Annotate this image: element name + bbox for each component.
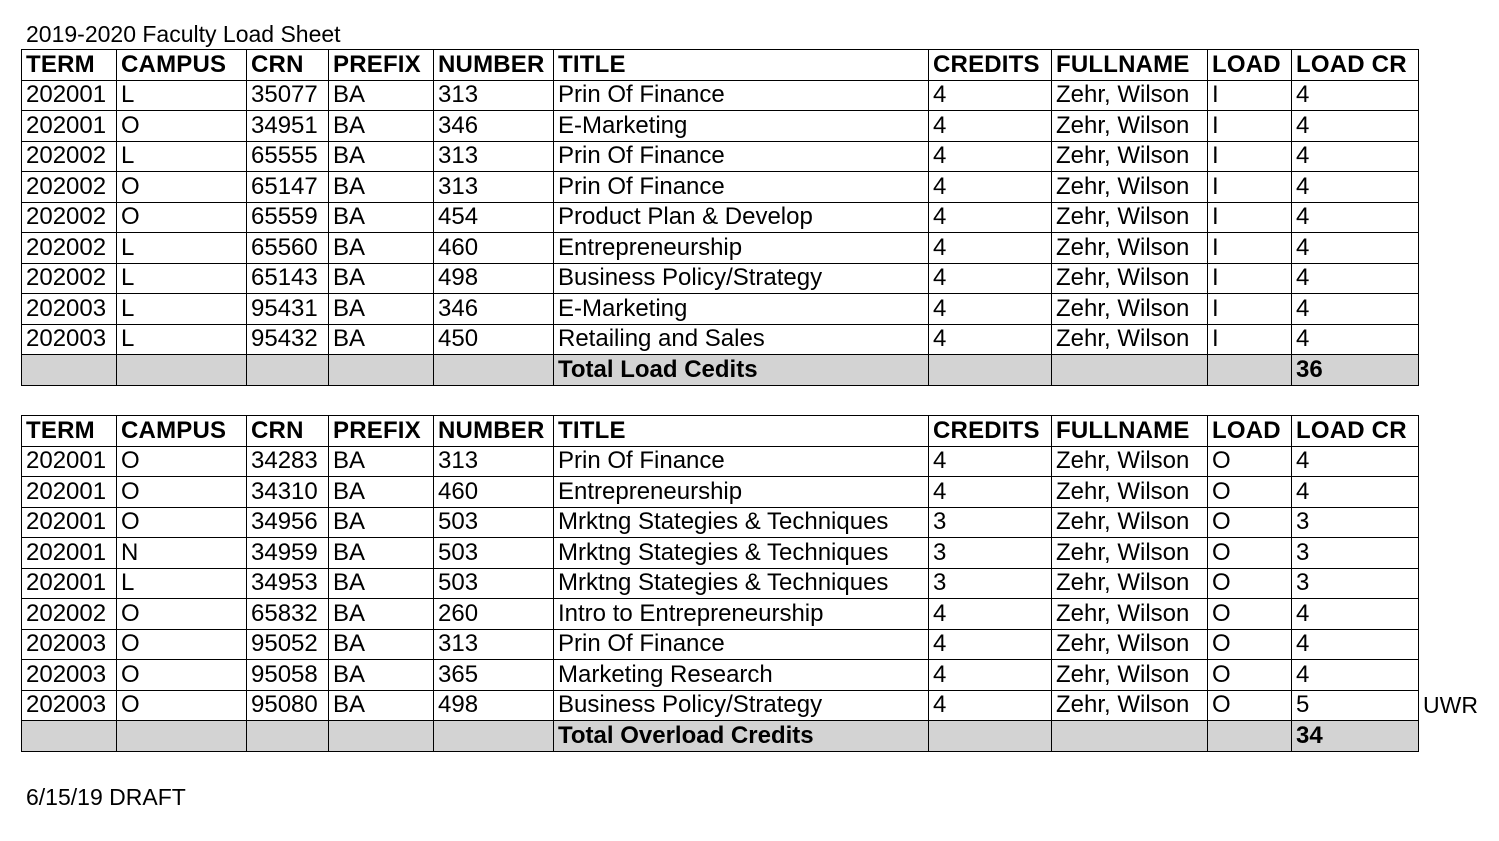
cell-campus: O [117,111,247,142]
cell-term: 202001 [22,477,117,508]
cell-prefix: BA [329,690,434,721]
cell-load: I [1208,141,1292,172]
cell-title: Business Policy/Strategy [554,263,929,294]
cell-load-cr: 4 [1292,294,1419,325]
cell-prefix: BA [329,141,434,172]
cell-term: 202003 [22,629,117,660]
cell-load-cr: 4 [1292,111,1419,142]
cell-campus: O [117,690,247,721]
cell-load-cr: 3 [1292,538,1419,569]
cell-term: 202003 [22,324,117,355]
cell-credits: 3 [929,538,1052,569]
column-header-term: TERM [22,50,117,81]
cell-crn: 95432 [247,324,329,355]
cell-credits: 4 [929,141,1052,172]
column-header-campus: CAMPUS [117,50,247,81]
cell-prefix: BA [329,477,434,508]
cell-fullname: Zehr, Wilson [1052,690,1208,721]
table-row [22,629,1419,660]
cell-title: Mrktng Stategies & Techniques [554,507,929,538]
cell-term: 202001 [22,446,117,477]
cell-crn: 65555 [247,141,329,172]
cell-term: 202002 [22,233,117,264]
cell-load-cr: 4 [1292,172,1419,203]
cell-fullname: Zehr, Wilson [1052,141,1208,172]
cell-fullname: Zehr, Wilson [1052,202,1208,233]
cell-credits: 4 [929,446,1052,477]
column-header-credits: CREDITS [929,416,1052,447]
cell-load: O [1208,538,1292,569]
total-empty-cell [329,721,434,752]
cell-fullname: Zehr, Wilson [1052,324,1208,355]
cell-load-cr: 4 [1292,629,1419,660]
cell-prefix: BA [329,324,434,355]
overload-table-body [22,416,1419,752]
cell-credits: 4 [929,477,1052,508]
table-row [22,172,1419,203]
cell-campus: L [117,233,247,264]
cell-crn: 95431 [247,294,329,325]
cell-campus: L [117,80,247,111]
total-empty-cell [1052,721,1208,752]
cell-title: Intro to Entrepreneurship [554,599,929,630]
cell-term: 202003 [22,294,117,325]
cell-load-cr: 4 [1292,141,1419,172]
cell-prefix: BA [329,263,434,294]
cell-credits: 4 [929,324,1052,355]
cell-load: I [1208,80,1292,111]
cell-fullname: Zehr, Wilson [1052,629,1208,660]
cell-number: 313 [434,80,554,111]
cell-load: O [1208,477,1292,508]
cell-number: 454 [434,202,554,233]
cell-load-cr: 4 [1292,263,1419,294]
cell-load: O [1208,446,1292,477]
cell-fullname: Zehr, Wilson [1052,80,1208,111]
table-row [22,477,1419,508]
column-header-number: NUMBER [434,416,554,447]
table-row [22,538,1419,569]
cell-fullname: Zehr, Wilson [1052,446,1208,477]
cell-load: O [1208,629,1292,660]
cell-load-cr: 4 [1292,80,1419,111]
cell-campus: O [117,507,247,538]
table-row [22,324,1419,355]
table-row [22,141,1419,172]
cell-fullname: Zehr, Wilson [1052,599,1208,630]
cell-prefix: BA [329,599,434,630]
cell-crn: 35077 [247,80,329,111]
column-header-term: TERM [22,416,117,447]
cell-prefix: BA [329,446,434,477]
cell-campus: O [117,172,247,203]
cell-load-cr: 4 [1292,324,1419,355]
total-row [22,721,1419,752]
cell-prefix: BA [329,629,434,660]
cell-credits: 4 [929,690,1052,721]
cell-prefix: BA [329,80,434,111]
cell-number: 503 [434,538,554,569]
cell-term: 202001 [22,507,117,538]
cell-crn: 34953 [247,568,329,599]
cell-fullname: Zehr, Wilson [1052,538,1208,569]
cell-load: O [1208,568,1292,599]
column-header-prefix: PREFIX [329,416,434,447]
cell-load: O [1208,507,1292,538]
cell-title: Retailing and Sales [554,324,929,355]
draft-note: 6/15/19 DRAFT [26,784,186,810]
total-label: Total Load Cedits [554,355,929,386]
table-row [22,233,1419,264]
cell-crn: 65147 [247,172,329,203]
column-header-load-cr: LOAD CR [1292,416,1419,447]
total-empty-cell [329,355,434,386]
table-row [22,263,1419,294]
cell-title: E-Marketing [554,294,929,325]
total-empty-cell [1208,355,1292,386]
cell-prefix: BA [329,538,434,569]
cell-term: 202002 [22,141,117,172]
cell-load: O [1208,660,1292,691]
total-empty-cell [434,721,554,752]
total-empty-cell [247,721,329,752]
cell-term: 202002 [22,599,117,630]
table-row [22,660,1419,691]
cell-term: 202003 [22,690,117,721]
cell-prefix: BA [329,233,434,264]
cell-crn: 34956 [247,507,329,538]
cell-number: 365 [434,660,554,691]
cell-credits: 4 [929,599,1052,630]
cell-crn: 34959 [247,538,329,569]
cell-fullname: Zehr, Wilson [1052,233,1208,264]
cell-title: Prin Of Finance [554,629,929,660]
cell-load: I [1208,172,1292,203]
cell-load-cr: 3 [1292,568,1419,599]
table-row [22,599,1419,630]
total-value: 36 [1292,355,1419,386]
cell-number: 313 [434,446,554,477]
overload-table [21,415,1419,752]
table-row [22,294,1419,325]
cell-prefix: BA [329,202,434,233]
total-label: Total Overload Credits [554,721,929,752]
cell-load-cr: 4 [1292,477,1419,508]
cell-fullname: Zehr, Wilson [1052,660,1208,691]
column-header-load: LOAD [1208,50,1292,81]
total-value: 34 [1292,721,1419,752]
cell-credits: 4 [929,629,1052,660]
cell-title: Product Plan & Develop [554,202,929,233]
cell-crn: 65560 [247,233,329,264]
cell-number: 498 [434,263,554,294]
table-row [22,507,1419,538]
cell-title: Mrktng Stategies & Techniques [554,568,929,599]
cell-campus: L [117,294,247,325]
cell-title: Prin Of Finance [554,172,929,203]
header-row [22,416,1419,447]
table-row [22,568,1419,599]
total-empty-cell [434,355,554,386]
cell-crn: 34310 [247,477,329,508]
cell-campus: O [117,599,247,630]
cell-number: 346 [434,111,554,142]
column-header-crn: CRN [247,50,329,81]
cell-credits: 3 [929,507,1052,538]
total-empty-cell [1052,355,1208,386]
cell-prefix: BA [329,111,434,142]
cell-load: I [1208,263,1292,294]
cell-campus: O [117,660,247,691]
cell-crn: 34283 [247,446,329,477]
column-header-number: NUMBER [434,50,554,81]
total-empty-cell [929,355,1052,386]
cell-credits: 4 [929,80,1052,111]
cell-fullname: Zehr, Wilson [1052,477,1208,508]
cell-load: O [1208,599,1292,630]
cell-credits: 3 [929,568,1052,599]
cell-load: O [1208,690,1292,721]
cell-term: 202001 [22,538,117,569]
cell-prefix: BA [329,172,434,203]
cell-campus: L [117,141,247,172]
total-empty-cell [1208,721,1292,752]
cell-crn: 95058 [247,660,329,691]
cell-title: Business Policy/Strategy [554,690,929,721]
cell-title: Entrepreneurship [554,233,929,264]
column-header-load: LOAD [1208,416,1292,447]
cell-term: 202002 [22,202,117,233]
cell-campus: O [117,629,247,660]
cell-campus: O [117,446,247,477]
cell-title: Mrktng Stategies & Techniques [554,538,929,569]
cell-prefix: BA [329,507,434,538]
total-empty-cell [929,721,1052,752]
total-empty-cell [117,721,247,752]
cell-load-cr: 4 [1292,202,1419,233]
column-header-load-cr: LOAD CR [1292,50,1419,81]
cell-load: I [1208,202,1292,233]
cell-number: 450 [434,324,554,355]
cell-credits: 4 [929,294,1052,325]
cell-campus: L [117,324,247,355]
cell-campus: N [117,538,247,569]
cell-term: 202002 [22,172,117,203]
cell-term: 202001 [22,80,117,111]
cell-fullname: Zehr, Wilson [1052,568,1208,599]
cell-load-cr: 3 [1292,507,1419,538]
cell-title: Prin Of Finance [554,80,929,111]
cell-campus: O [117,202,247,233]
cell-prefix: BA [329,294,434,325]
cell-credits: 4 [929,660,1052,691]
cell-term: 202003 [22,660,117,691]
total-empty-cell [22,355,117,386]
cell-credits: 4 [929,263,1052,294]
cell-fullname: Zehr, Wilson [1052,172,1208,203]
cell-load-cr: 4 [1292,233,1419,264]
load-table-body [22,50,1419,386]
cell-fullname: Zehr, Wilson [1052,507,1208,538]
cell-crn: 34951 [247,111,329,142]
cell-load: I [1208,324,1292,355]
cell-campus: O [117,477,247,508]
cell-number: 313 [434,172,554,203]
cell-term: 202001 [22,111,117,142]
cell-prefix: BA [329,660,434,691]
cell-title: Entrepreneurship [554,477,929,508]
cell-number: 260 [434,599,554,630]
cell-load-cr: 4 [1292,660,1419,691]
total-empty-cell [247,355,329,386]
cell-fullname: Zehr, Wilson [1052,294,1208,325]
table-row [22,111,1419,142]
cell-credits: 4 [929,233,1052,264]
cell-campus: L [117,263,247,294]
cell-campus: L [117,568,247,599]
cell-title: Prin Of Finance [554,446,929,477]
cell-number: 313 [434,629,554,660]
cell-load: I [1208,111,1292,142]
cell-title: Prin Of Finance [554,141,929,172]
total-empty-cell [117,355,247,386]
cell-number: 503 [434,568,554,599]
cell-load: I [1208,233,1292,264]
cell-number: 498 [434,690,554,721]
cell-prefix: BA [329,568,434,599]
cell-fullname: Zehr, Wilson [1052,111,1208,142]
column-header-title: TITLE [554,50,929,81]
cell-term: 202001 [22,568,117,599]
cell-number: 313 [434,141,554,172]
cell-credits: 4 [929,111,1052,142]
total-row [22,355,1419,386]
cell-title: E-Marketing [554,111,929,142]
table-row [22,202,1419,233]
cell-crn: 65143 [247,263,329,294]
cell-credits: 4 [929,172,1052,203]
side-note: UWR [1423,692,1478,718]
cell-title: Marketing Research [554,660,929,691]
cell-number: 460 [434,233,554,264]
cell-term: 202002 [22,263,117,294]
table-row [22,446,1419,477]
sheet-title: 2019-2020 Faculty Load Sheet [26,21,341,47]
cell-number: 503 [434,507,554,538]
total-empty-cell [22,721,117,752]
cell-number: 346 [434,294,554,325]
cell-load: I [1208,294,1292,325]
column-header-crn: CRN [247,416,329,447]
cell-load-cr: 5 [1292,690,1419,721]
header-row [22,50,1419,81]
cell-crn: 65559 [247,202,329,233]
cell-number: 460 [434,477,554,508]
table-row [22,690,1419,721]
cell-load-cr: 4 [1292,599,1419,630]
column-header-title: TITLE [554,416,929,447]
column-header-credits: CREDITS [929,50,1052,81]
cell-crn: 95052 [247,629,329,660]
column-header-campus: CAMPUS [117,416,247,447]
cell-crn: 95080 [247,690,329,721]
column-header-fullname: FULLNAME [1052,416,1208,447]
column-header-fullname: FULLNAME [1052,50,1208,81]
cell-load-cr: 4 [1292,446,1419,477]
cell-fullname: Zehr, Wilson [1052,263,1208,294]
load-table [21,49,1419,386]
cell-credits: 4 [929,202,1052,233]
column-header-prefix: PREFIX [329,50,434,81]
table-row [22,80,1419,111]
cell-crn: 65832 [247,599,329,630]
